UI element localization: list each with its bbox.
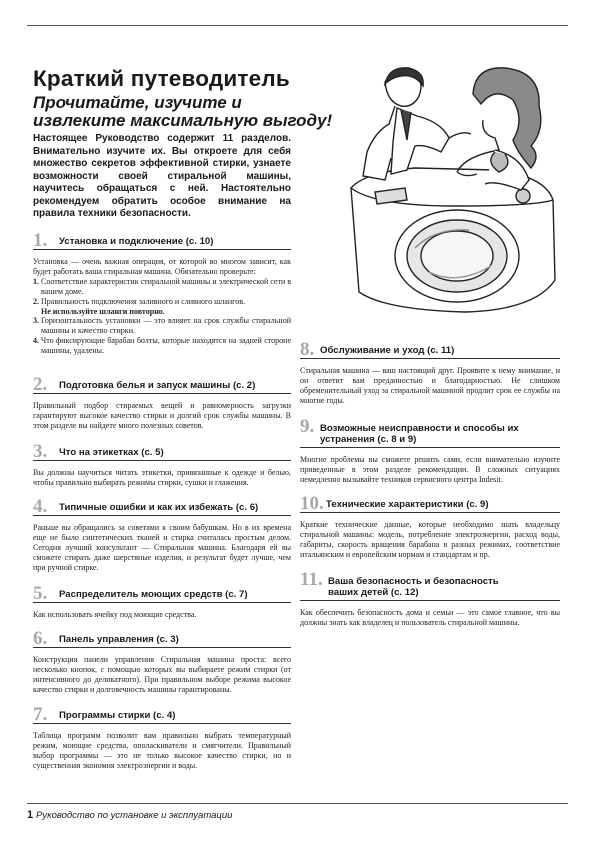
section-body: Правильный подбор стираемых вещей и равномерность загрузки гарантируют высокое качество стирки и долгий срок службы машины. В этом разделе вы найдете много полезных советов. (33, 401, 291, 430)
section-title: Установка и подключение (с. 10) (59, 236, 214, 247)
section-1-installation (33, 232, 291, 356)
list-item: 2. Правильность подключения заливного и сливного шлангов. Не используйте шланги повторно. (33, 297, 291, 317)
intro-paragraph: Настоящее Руководство содержит 11 разделов. Внимательно изучите их. Вы откроете для себя множество секретов эффективной стирки, узнаете возможности своей стиральной машины, научитесь обращаться с ней. Настоятельно рекомендуем обратить особое внимание на правила техники безопасности. (33, 133, 291, 219)
section-body: Установка — очень важная операция, от которой во многом зависит, как будет работать ваша стиральная машина. Обязательно проверьте: (33, 257, 291, 276)
section-title: Ваша безопасность и безопасность ваших детей (с. 12) (328, 576, 499, 598)
section-title: Возможные неисправности и способы их устранения (с. 8 и 9) (320, 423, 519, 445)
list-item: 4. Что фиксирующие барабан болты, которые находятся на задней стороне машины, удалены. (33, 336, 291, 356)
section-title: Технические характеристики (с. 9) (326, 499, 489, 510)
footer-title: Руководство по установке и эксплуатации (36, 810, 233, 821)
section-heading (33, 706, 291, 724)
section-body: Вы должны научиться читать этикетки, привязанные к одежде и белью, чтобы правильно выбирать режимы стирки, сушки и глажения. (33, 468, 291, 487)
section-heading (33, 443, 291, 461)
section-number: 11. (300, 569, 323, 590)
section-title: Типичные ошибки и как их избежать (с. 6) (59, 502, 259, 513)
section-11-safety (300, 571, 560, 628)
section-heading (33, 232, 291, 250)
section-title: Панель управления (с. 3) (59, 634, 179, 645)
section-heading (300, 341, 560, 359)
page-subtitle: Прочитайте, изучите и извлеките максимальную выгоду! (33, 93, 333, 130)
section-heading (300, 418, 560, 448)
section-body: Как обеспечить безопасность дома и семьи — это самое главное, что вы должны знать как владелец и пользователь стиральной машины. (300, 608, 560, 627)
section-title: Что на этикетках (с. 5) (59, 447, 164, 458)
section-heading (300, 571, 560, 601)
page-title: Краткий путеводитель (33, 66, 290, 91)
section-title: Подготовка белья и запуск машины (с. 2) (59, 380, 256, 391)
checklist (33, 277, 291, 356)
section-body: Конструкция панели управления Стиральная машина проста: всего несколько кнопок, с помощью которых вы выбираете режим стирки (от интенсивного до деликатного). При правильном выборе режима высокое качество стирки и долговечность машины гарантированы. (33, 655, 291, 694)
section-8-maintenance (300, 341, 560, 406)
bottom-rule (27, 803, 568, 804)
list-item: 1. Соответствие характеристик стиральной машины и электрической сети в вашем доме. (33, 276, 291, 296)
section-number: 1. (33, 230, 48, 251)
section-4-typical-mistakes (33, 498, 291, 573)
section-number: 7. (33, 704, 48, 725)
section-body: Как использовать ячейку под моющие средства. (33, 610, 197, 619)
section-heading (33, 585, 291, 603)
section-title: Распределитель моющих средств (с. 7) (59, 589, 248, 600)
section-heading (33, 498, 291, 516)
list-item: 3. Горизонтальность установки — это влияет на срок службы стиральной машины и качество стирки. (33, 316, 291, 336)
page-number: 1 (27, 809, 34, 821)
section-body: Стиральная машина — ваш настоящий друг. Проявите к нему внимание, и он ответит вам преданностью и благодарностью. Не слишком обременительный уход за стиральной машиной продлит срок ее службы на многие годы. (300, 366, 560, 405)
section-number: 3. (33, 441, 48, 462)
section-number: 6. (33, 628, 48, 649)
section-body: Раньше вы обращались за советами к своим бабушкам. Но в их времена еще не было синтетических тканей и стирка считалась простым делом. Сегодня лучший консультант — Стиральная машина. Благодаря ей вы сможете стирать даже шерстяные изделия, и результат будет лучше, чем при ручной стирке. (33, 523, 291, 572)
section-body: Таблица программ позволит вам правильно выбрать температурный режим, моющие средства, ополаскиватели и смягчители. Правильный выбор программы — это не только высокое качество стирки, но и существенная экономия электроэнергии и воды. (33, 731, 291, 770)
section-heading (33, 376, 291, 394)
section-heading (300, 495, 560, 513)
section-10-specifications (300, 495, 560, 560)
section-title: Обслуживание и уход (с. 11) (320, 345, 455, 356)
section-number: 2. (33, 374, 48, 395)
section-body: Краткие технические данные, которые необходимо знать владельцу стиральной машины: модель, потребление электроэнергии, расход воды, габариты, скорость вращения барабана в разных режимах, соответствие итальянским и европейским нормам и стандартам и пр. (300, 520, 560, 559)
section-5-detergent-dispenser (33, 585, 291, 620)
top-rule (27, 25, 568, 26)
section-number: 4. (33, 496, 48, 517)
couple-with-washing-machine-illustration (345, 60, 567, 320)
section-number: 10. (300, 493, 324, 514)
section-title: Программы стирки (с. 4) (59, 710, 176, 721)
section-body: Многие проблемы вы сможете решить сами, если внимательно изучите приведенные в этом разделе рекомендации. В сложных ситуациях немедленно вызывайте техников сервисного центра Indesit. (300, 455, 560, 484)
section-9-troubleshooting (300, 418, 560, 485)
section-number: 9. (300, 416, 315, 437)
section-3-labels (33, 443, 291, 488)
section-6-control-panel (33, 630, 291, 695)
section-7-wash-programs (33, 706, 291, 771)
section-2-laundry-preparation (33, 376, 291, 431)
section-number: 8. (300, 339, 315, 360)
section-heading (33, 630, 291, 648)
warning-note: Не используйте шланги повторно. (41, 306, 165, 316)
section-number: 5. (33, 583, 48, 604)
